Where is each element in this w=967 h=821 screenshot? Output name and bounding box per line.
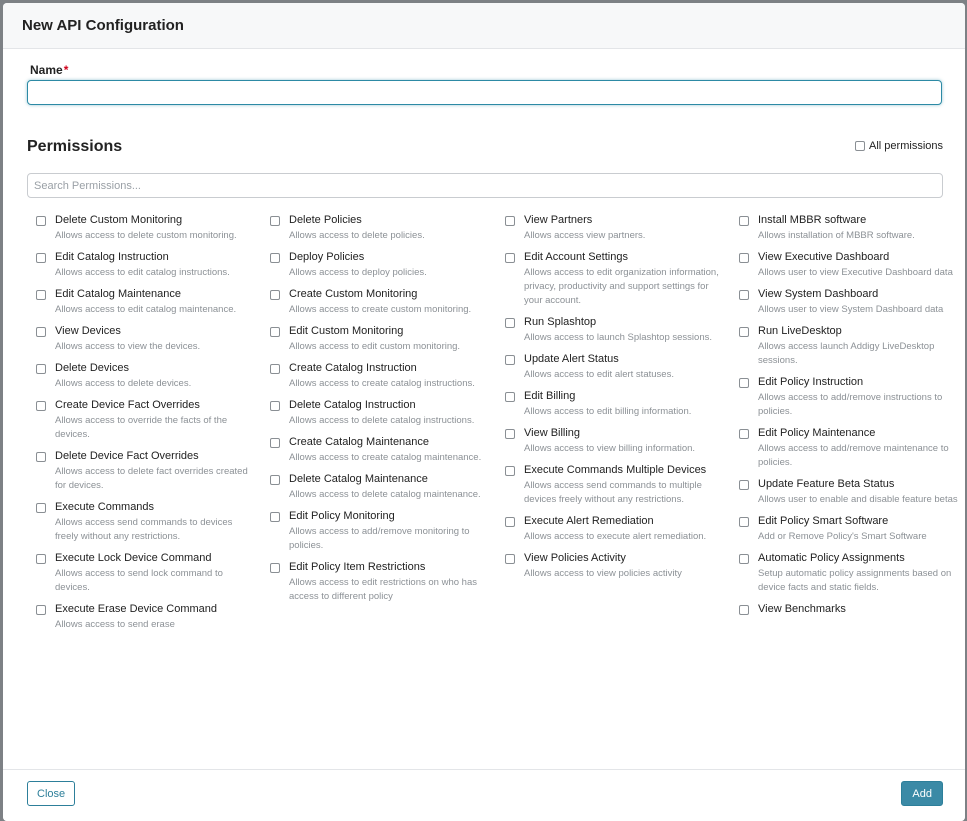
permission-checkbox[interactable] — [739, 253, 749, 263]
permission-title: Edit Catalog Instruction — [55, 251, 169, 263]
permission-title: Delete Device Fact Overrides — [55, 450, 199, 462]
modal-header — [3, 3, 965, 49]
permission-item[interactable] — [505, 352, 725, 382]
permission-description: Allows access to add/remove instructions to policies. — [758, 392, 943, 417]
permission-item[interactable] — [739, 602, 959, 617]
permission-title: View Policies Activity — [524, 552, 626, 564]
permission-checkbox[interactable] — [36, 452, 46, 462]
permission-checkbox[interactable] — [270, 512, 280, 522]
permission-item[interactable] — [36, 602, 256, 632]
permission-item[interactable] — [270, 250, 490, 280]
permission-item[interactable] — [505, 389, 725, 419]
permission-item[interactable] — [739, 426, 959, 470]
permission-title: Delete Policies — [289, 214, 362, 226]
permission-checkbox[interactable] — [505, 517, 515, 527]
permission-item[interactable] — [270, 472, 490, 502]
permission-checkbox[interactable] — [739, 480, 749, 490]
permission-checkbox[interactable] — [505, 216, 515, 226]
permission-title: Edit Policy Monitoring — [289, 510, 395, 522]
permission-description: Allows access to execute alert remediation. — [524, 531, 707, 542]
permission-item[interactable] — [36, 324, 256, 354]
permission-description: Allows access to delete fact overrides created for devices. — [55, 466, 248, 491]
permission-description: Allows access to override the facts of the devices. — [55, 415, 228, 440]
permission-description: Allows access to view billing information. — [524, 443, 696, 454]
all-permissions-checkbox[interactable] — [855, 141, 865, 151]
permission-checkbox[interactable] — [36, 503, 46, 513]
permission-title: Execute Alert Remediation — [524, 515, 654, 527]
permission-item[interactable] — [505, 463, 725, 507]
permission-item[interactable] — [270, 398, 490, 428]
permission-title: Delete Devices — [55, 362, 129, 374]
permission-checkbox[interactable] — [505, 466, 515, 476]
permission-description: Allows user to view Executive Dashboard data — [758, 267, 953, 278]
permission-description: Allows access send commands to multiple devices freely without any restrictions. — [524, 480, 702, 505]
permission-checkbox[interactable] — [36, 253, 46, 263]
permission-checkbox[interactable] — [739, 216, 749, 226]
permission-checkbox[interactable] — [270, 327, 280, 337]
permission-description: Allows access to create catalog maintenance. — [289, 452, 482, 463]
permission-title: Deploy Policies — [289, 251, 365, 263]
permission-title: Automatic Policy Assignments — [758, 552, 905, 564]
add-button[interactable]: Add — [901, 781, 943, 806]
permission-item[interactable] — [270, 324, 490, 354]
permission-description: Allows user to view System Dashboard data — [758, 304, 944, 315]
permission-title: Delete Catalog Maintenance — [289, 473, 428, 485]
permission-checkbox[interactable] — [739, 554, 749, 564]
all-permissions-label: All permissions — [869, 140, 943, 152]
permission-item[interactable] — [270, 560, 490, 604]
permission-item[interactable] — [739, 551, 959, 595]
permission-title: Update Feature Beta Status — [758, 478, 895, 490]
permission-checkbox[interactable] — [36, 605, 46, 615]
permission-checkbox[interactable] — [36, 327, 46, 337]
permission-description: Allows access to delete catalog maintenance. — [289, 489, 481, 500]
permission-item[interactable] — [505, 315, 725, 345]
permission-description: Allows access to add/remove monitoring to policies. — [289, 526, 470, 551]
permission-item[interactable] — [739, 213, 959, 243]
permission-checkbox[interactable] — [505, 318, 515, 328]
permission-title: Edit Custom Monitoring — [289, 325, 404, 337]
permission-item[interactable] — [36, 361, 256, 391]
permission-item[interactable] — [739, 324, 959, 368]
permission-description: Allows access to view the devices. — [55, 341, 201, 352]
permission-title: View Executive Dashboard — [758, 251, 890, 263]
permission-description: Allows access to edit restrictions on who has access to different policy — [289, 577, 477, 602]
permission-item[interactable] — [505, 213, 725, 243]
permission-description: Allows access to edit catalog maintenance. — [55, 304, 237, 315]
permission-description: Allows access to edit organization information, privacy, productivity and support settings for your account. — [524, 267, 719, 306]
permission-description: Allows access to send erase — [55, 619, 175, 630]
permission-checkbox[interactable] — [739, 517, 749, 527]
permission-checkbox[interactable] — [270, 401, 280, 411]
permissions-list — [3, 208, 965, 770]
permission-item[interactable] — [739, 375, 959, 419]
permission-title: Edit Policy Maintenance — [758, 427, 876, 439]
close-button[interactable]: Close — [27, 781, 75, 806]
permission-item[interactable] — [739, 514, 959, 544]
permission-item[interactable] — [36, 398, 256, 442]
permission-checkbox[interactable] — [505, 429, 515, 439]
permission-item[interactable] — [270, 287, 490, 317]
permission-title: Create Custom Monitoring — [289, 288, 418, 300]
permission-item[interactable] — [270, 435, 490, 465]
permission-checkbox[interactable] — [36, 401, 46, 411]
permission-item[interactable] — [739, 477, 959, 507]
permission-checkbox[interactable] — [270, 364, 280, 374]
permission-description: Allows access to edit custom monitoring. — [289, 341, 461, 352]
permissions-heading: Permissions — [27, 138, 123, 155]
permission-title: Execute Commands Multiple Devices — [524, 464, 707, 476]
permission-title: Execute Erase Device Command — [55, 603, 218, 615]
permission-description: Allows user to enable and disable feature betas — [758, 494, 958, 505]
permission-checkbox[interactable] — [505, 554, 515, 564]
permission-item[interactable] — [36, 250, 256, 280]
permission-checkbox[interactable] — [36, 364, 46, 374]
permission-title: Edit Billing — [524, 390, 576, 402]
permission-checkbox[interactable] — [270, 216, 280, 226]
permission-title: View Benchmarks — [758, 603, 846, 615]
permission-description: Allows access to delete custom monitoring. — [55, 230, 237, 241]
permission-title: Delete Catalog Instruction — [289, 399, 416, 411]
permission-title: View Billing — [524, 427, 581, 439]
name-input[interactable] — [27, 80, 942, 105]
new-api-configuration-modal — [3, 3, 965, 821]
permission-checkbox[interactable] — [739, 378, 749, 388]
permission-description: Allows access view partners. — [524, 230, 646, 241]
permission-title: Run Splashtop — [524, 316, 597, 328]
name-label-text: Name — [30, 63, 63, 77]
permission-description: Allows access to delete devices. — [55, 378, 192, 389]
permission-title: Create Device Fact Overrides — [55, 399, 200, 411]
permission-title: Create Catalog Instruction — [289, 362, 417, 374]
permission-checkbox[interactable] — [36, 216, 46, 226]
permission-title: Create Catalog Maintenance — [289, 436, 430, 448]
name-field-label — [30, 63, 68, 77]
permission-description: Add or Remove Policy's Smart Software — [758, 531, 927, 542]
permission-checkbox[interactable] — [270, 563, 280, 573]
permission-checkbox[interactable] — [270, 475, 280, 485]
modal-title: New API Configuration — [22, 17, 184, 34]
modal-footer — [3, 769, 965, 821]
permission-title: Edit Account Settings — [524, 251, 628, 263]
permission-description: Allows access to delete policies. — [289, 230, 425, 241]
all-permissions-toggle[interactable] — [855, 140, 943, 152]
permission-description: Allows access send commands to devices freely without any restrictions. — [55, 517, 233, 542]
permission-item[interactable] — [505, 551, 725, 581]
permission-title: View System Dashboard — [758, 288, 879, 300]
permission-description: Allows access to add/remove maintenance to policies. — [758, 443, 949, 468]
required-mark: * — [63, 63, 69, 77]
permission-item[interactable] — [739, 250, 959, 280]
permission-description: Allows access to edit billing information. — [524, 406, 692, 417]
search-permissions-input[interactable] — [27, 173, 943, 198]
permission-checkbox[interactable] — [739, 327, 749, 337]
permission-checkbox[interactable] — [270, 438, 280, 448]
permission-description: Allows access to edit catalog instructions. — [55, 267, 230, 278]
permission-title: Install MBBR software — [758, 214, 867, 226]
permission-item[interactable] — [270, 213, 490, 243]
permission-item[interactable] — [36, 213, 256, 243]
permission-title: Edit Policy Instruction — [758, 376, 864, 388]
permission-description: Allows access launch Addigy LiveDesktop sessions. — [758, 341, 935, 366]
permission-checkbox[interactable] — [505, 355, 515, 365]
permission-checkbox[interactable] — [739, 605, 749, 615]
permission-description: Allows access to view policies activity — [524, 568, 682, 579]
permission-title: View Devices — [55, 325, 121, 337]
permission-item[interactable] — [36, 449, 256, 493]
permissions-column-2 — [270, 208, 490, 611]
permission-description: Allows access to launch Splashtop sessions. — [524, 332, 712, 343]
permission-description: Allows access to edit alert statuses. — [524, 369, 674, 380]
permission-title: Execute Commands — [55, 501, 155, 513]
permission-checkbox[interactable] — [36, 554, 46, 564]
permission-description: Allows access to deploy policies. — [289, 267, 427, 278]
permission-item[interactable] — [505, 426, 725, 456]
permission-description: Allows access to create custom monitoring. — [289, 304, 472, 315]
permission-checkbox[interactable] — [270, 290, 280, 300]
permission-checkbox[interactable] — [739, 290, 749, 300]
permission-checkbox[interactable] — [36, 290, 46, 300]
permission-item[interactable] — [505, 514, 725, 544]
permission-item[interactable] — [270, 361, 490, 391]
permission-checkbox[interactable] — [739, 429, 749, 439]
permission-title: Update Alert Status — [524, 353, 619, 365]
permission-checkbox[interactable] — [505, 253, 515, 263]
permission-description: Allows access to create catalog instructions. — [289, 378, 475, 389]
permission-title: Delete Custom Monitoring — [55, 214, 183, 226]
permission-title: Edit Catalog Maintenance — [55, 288, 181, 300]
permissions-column-1 — [36, 208, 256, 639]
permission-checkbox[interactable] — [505, 392, 515, 402]
permission-title: Execute Lock Device Command — [55, 552, 212, 564]
permission-item[interactable] — [505, 250, 725, 308]
permission-item[interactable] — [270, 509, 490, 553]
permission-title: Run LiveDesktop — [758, 325, 842, 337]
permission-title: Edit Policy Item Restrictions — [289, 561, 426, 573]
permission-checkbox[interactable] — [270, 253, 280, 263]
permission-description: Allows installation of MBBR software. — [758, 230, 915, 241]
permissions-column-3 — [505, 208, 725, 588]
permission-description: Allows access to delete catalog instructions. — [289, 415, 475, 426]
permission-title: Edit Policy Smart Software — [758, 515, 889, 527]
permission-title: View Partners — [524, 214, 593, 226]
permission-description: Setup automatic policy assignments based on device facts and static fields. — [758, 568, 952, 593]
permission-item[interactable] — [36, 287, 256, 317]
permission-description: Allows access to send lock command to devices. — [55, 568, 223, 593]
permission-item[interactable] — [739, 287, 959, 317]
permissions-column-4 — [739, 208, 959, 624]
permission-item[interactable] — [36, 500, 256, 544]
permission-item[interactable] — [36, 551, 256, 595]
